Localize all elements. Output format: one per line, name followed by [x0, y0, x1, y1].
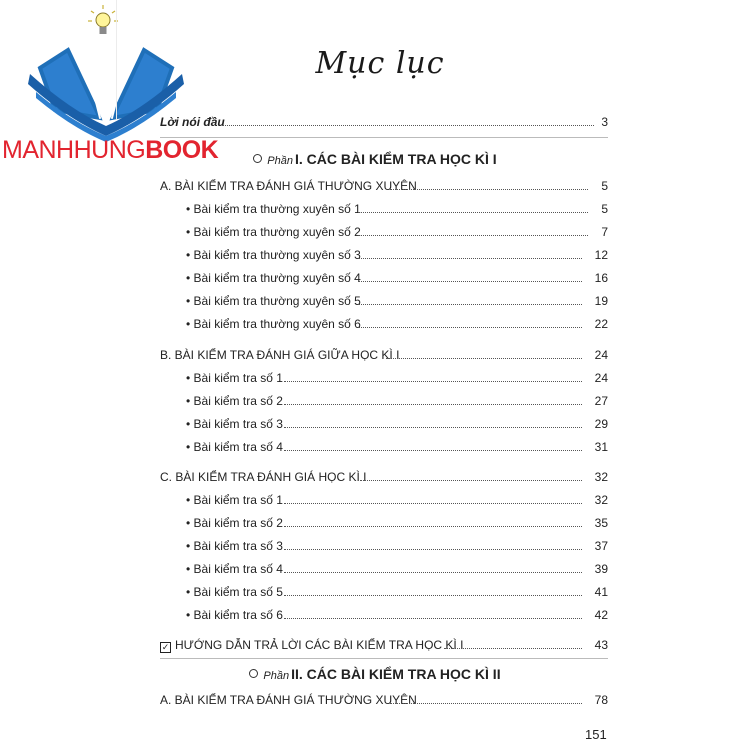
toc-row [0, 690, 750, 710]
toc-row [0, 245, 750, 265]
toc-row [0, 176, 750, 196]
toc-label: B. BÀI KIỂM TRA ĐÁNH GIÁ GIỮA HỌC KÌ I [160, 348, 400, 362]
leader-dots [386, 358, 582, 359]
toc-row [0, 414, 750, 434]
leader-dots [284, 595, 582, 596]
toc-row [0, 605, 750, 625]
toc-row [0, 314, 750, 334]
circle-icon [253, 154, 262, 163]
leader-dots [284, 450, 582, 451]
part-heading: Phần I. CÁC BÀI KIỂM TRA HỌC KÌ I [0, 148, 750, 172]
leader-dots [284, 381, 582, 382]
toc-page: 42 [594, 608, 608, 622]
toc-row [0, 391, 750, 411]
toc-page: 78 [594, 693, 608, 707]
toc-label: A. BÀI KIỂM TRA ĐÁNH GIÁ THƯỜNG XUYÊN [160, 179, 417, 193]
toc-row [0, 559, 750, 579]
leader-dots [284, 503, 582, 504]
leader-dots [390, 703, 582, 704]
toc-label: A. BÀI KIỂM TRA ĐÁNH GIÁ THƯỜNG XUYÊN [160, 693, 417, 707]
leader-dots [284, 526, 582, 527]
toc-page: 22 [594, 317, 608, 331]
toc-label: Lời nói đầu [160, 115, 225, 129]
toc-page: 29 [594, 417, 608, 431]
leader-dots [284, 572, 582, 573]
toc-row [0, 437, 750, 457]
toc-page: 19 [594, 294, 608, 308]
leader-dots [284, 404, 582, 405]
toc-label: • Bài kiểm tra số 5 [186, 585, 283, 599]
leader-dots [358, 212, 588, 213]
toc-label: • Bài kiểm tra thường xuyên số 2 [186, 225, 361, 239]
checkbox-icon: ✓ [161, 642, 170, 652]
toc-page: 5 [601, 179, 608, 193]
toc-row-intro [0, 112, 750, 132]
toc-label: • Bài kiểm tra số 6 [186, 608, 283, 622]
toc-label: • Bài kiểm tra số 1 [186, 493, 283, 507]
lightbulb-icon [88, 5, 118, 34]
toc-page: 12 [594, 248, 608, 262]
toc-label: • Bài kiểm tra thường xuyên số 1 [186, 202, 361, 216]
toc-page: 16 [594, 271, 608, 285]
toc-page: 3 [601, 115, 608, 129]
toc-page: 35 [594, 516, 608, 530]
toc-page: 32 [594, 493, 608, 507]
toc-label: • Bài kiểm tra thường xuyên số 6 [186, 317, 361, 331]
leader-dots [284, 618, 582, 619]
leader-dots [284, 427, 582, 428]
toc-label: • Bài kiểm tra số 1 [186, 371, 283, 385]
toc-page: 27 [594, 394, 608, 408]
toc-page: 31 [594, 440, 608, 454]
toc-row [0, 199, 750, 219]
toc-label: • Bài kiểm tra số 4 [186, 440, 283, 454]
toc-row [0, 345, 750, 365]
toc-label: ✓ HƯỚNG DẪN TRẢ LỜI CÁC BÀI KIỂM TRA HỌC KÌ I [161, 638, 464, 652]
leader-dots [358, 327, 582, 328]
circle-icon [249, 669, 258, 678]
page-fold-line [116, 0, 117, 120]
leader-dots [358, 258, 582, 259]
toc-row [0, 268, 750, 288]
divider [160, 658, 608, 659]
leader-dots [222, 125, 594, 126]
toc-label: • Bài kiểm tra số 2 [186, 516, 283, 530]
toc-label: • Bài kiểm tra thường xuyên số 5 [186, 294, 361, 308]
toc-label: C. BÀI KIỂM TRA ĐÁNH GIÁ HỌC KÌ I [160, 470, 367, 484]
page-title: Mục lục [315, 46, 445, 81]
toc-row [0, 222, 750, 242]
leader-dots [360, 480, 582, 481]
toc-row [0, 368, 750, 388]
leader-dots [358, 235, 588, 236]
part-heading: Phần II. CÁC BÀI KIỂM TRA HỌC KÌ II [0, 663, 750, 687]
toc-row [0, 513, 750, 533]
toc-page: 24 [594, 371, 608, 385]
toc-page: 43 [594, 638, 608, 652]
divider [160, 137, 608, 138]
toc-row [0, 536, 750, 556]
leader-dots [284, 549, 582, 550]
toc-label: • Bài kiểm tra thường xuyên số 4 [186, 271, 361, 285]
toc-page: 7 [601, 225, 608, 239]
page-number: 151 [585, 727, 607, 742]
brand-wordmark: MANHHUNGBOOK [2, 136, 219, 164]
toc-page: 41 [594, 585, 608, 599]
toc-page: 37 [594, 539, 608, 553]
toc-label: • Bài kiểm tra số 2 [186, 394, 283, 408]
leader-dots [390, 189, 588, 190]
leader-dots [358, 304, 582, 305]
toc-label: • Bài kiểm tra thường xuyên số 3 [186, 248, 361, 262]
toc-label: • Bài kiểm tra số 3 [186, 539, 283, 553]
leader-dots [444, 648, 582, 649]
toc-page: 5 [601, 202, 608, 216]
toc-page: 24 [594, 348, 608, 362]
leader-dots [358, 281, 582, 282]
toc-row [0, 582, 750, 602]
toc-row [0, 467, 750, 487]
toc-row [0, 291, 750, 311]
toc-label: • Bài kiểm tra số 4 [186, 562, 283, 576]
toc-row [0, 490, 750, 510]
toc-row-answers [0, 635, 750, 655]
toc-label: • Bài kiểm tra số 3 [186, 417, 283, 431]
toc-page: 39 [594, 562, 608, 576]
toc-page: 32 [594, 470, 608, 484]
